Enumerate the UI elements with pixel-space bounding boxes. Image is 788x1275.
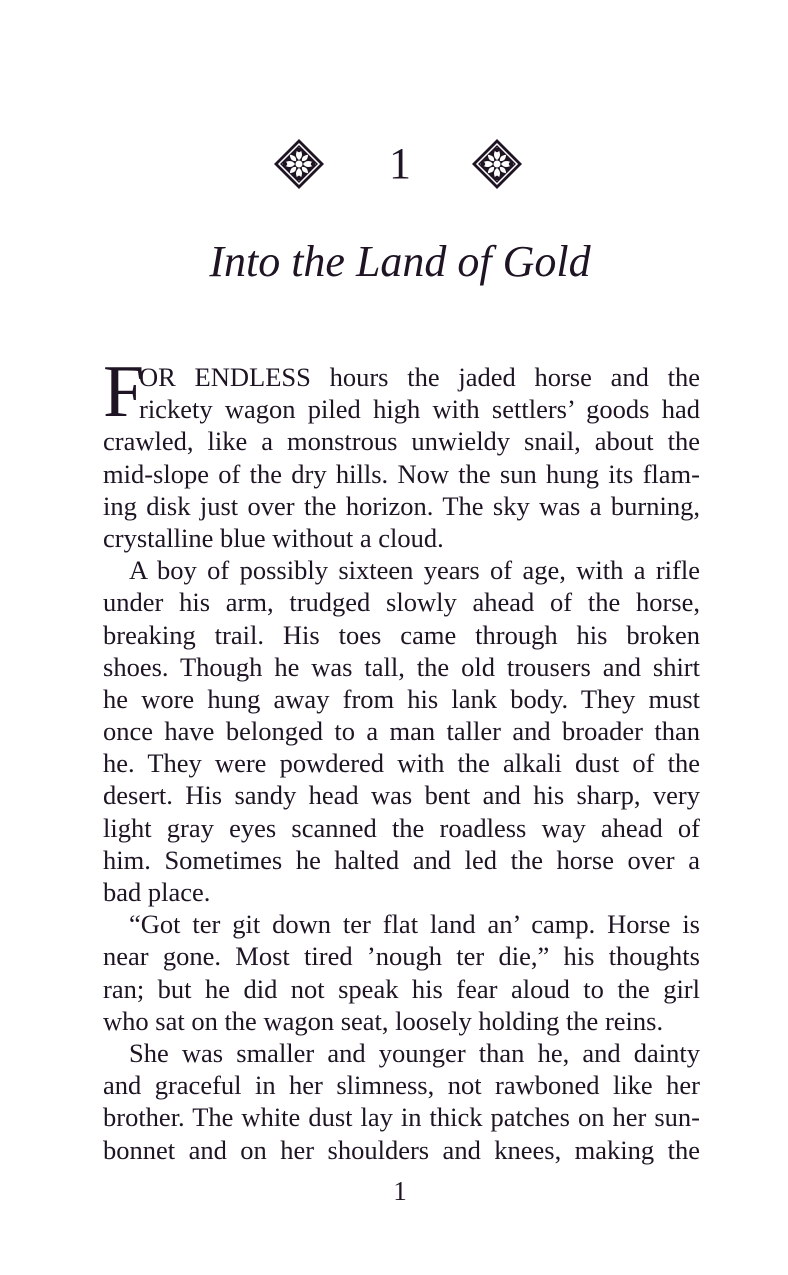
text-line: brother. The white dust lay in thick patches on her sun-: [103, 1102, 700, 1133]
text-line: him. Sometimes he halted and led the horse over a: [103, 844, 700, 875]
chapter-number: 1: [389, 139, 411, 188]
chapter-header: [0, 136, 788, 196]
ornament-icon: [471, 138, 523, 190]
text-line: ran; but he did not speak his fear aloud to the girl: [103, 973, 700, 1004]
page-number: 1: [393, 1176, 407, 1206]
chapter-title: Into the Land of Gold: [209, 237, 591, 286]
text-line: shoes. Though he was tall, the old trousers and shirt: [103, 651, 700, 682]
text-line: bonnet and on her shoulders and knees, making the: [103, 1134, 700, 1165]
text-line: crystalline blue without a cloud.: [103, 522, 444, 553]
text-line: She was smaller and younger than he, and dainty: [129, 1037, 700, 1068]
text-line: desert. His sandy head was bent and his sharp, very: [103, 780, 700, 811]
text-line: ing disk just over the horizon. The sky was a burning,: [103, 490, 700, 521]
text-line: breaking trail. His toes came through his broken: [103, 619, 700, 650]
text-line: and graceful in her slimness, not rawboned like her: [103, 1070, 700, 1101]
text-line: near gone. Most tired ’nough ter die,” his thoughts: [103, 941, 700, 972]
text-line: he. They were powdered with the alkali dust of the: [103, 748, 700, 779]
text-line: he wore hung away from his lank body. They must: [103, 683, 700, 714]
text-line: under his arm, trudged slowly ahead of the horse,: [103, 587, 700, 618]
text-line: light gray eyes scanned the roadless way ahead of: [103, 812, 700, 843]
drop-cap: F: [103, 351, 145, 433]
text-line: mid-slope of the dry hills. Now the sun hung its flam-: [103, 458, 700, 489]
text-line: crawled, like a monstrous unwieldy snail, about the: [103, 426, 700, 457]
text-line: rickety wagon piled high with settlers’ goods had: [139, 394, 700, 425]
text-line: “Got ter git down ter flat land an’ camp. Horse is: [129, 909, 700, 940]
text-line: A boy of possibly sixteen years of age, with a rifle: [129, 555, 700, 586]
chapter-body: [103, 351, 700, 1166]
text-line: bad place.: [103, 877, 211, 907]
text-line: who sat on the wagon seat, loosely holding the reins.: [103, 1005, 664, 1036]
text-line: OR ENDLESS hours the jaded horse and the: [139, 362, 700, 392]
text-line: once have belonged to a man taller and broader than: [103, 716, 700, 747]
